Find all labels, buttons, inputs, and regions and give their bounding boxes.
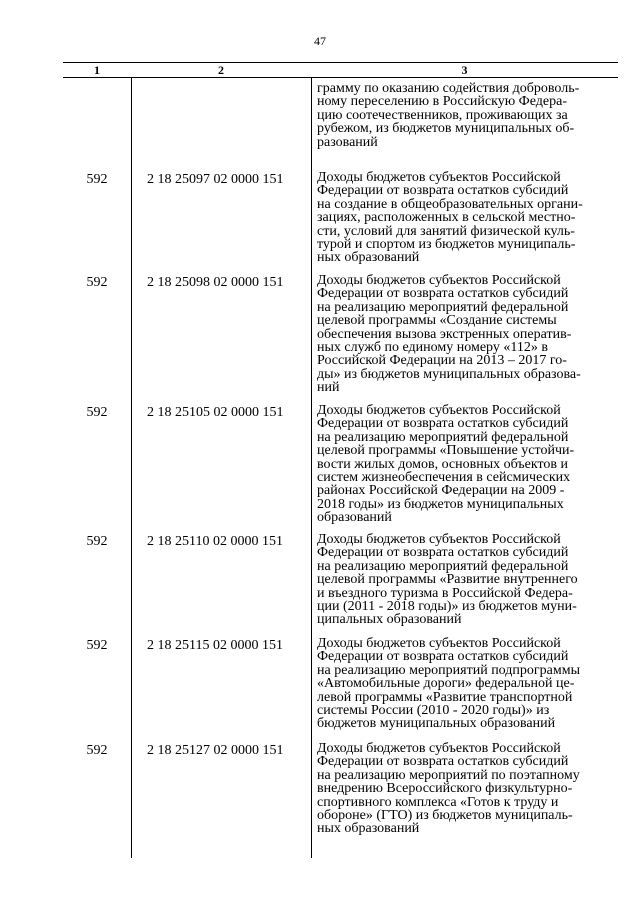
description-line: левой программы «Развитие транспортной — [317, 689, 573, 705]
description-line: зациях, расположенных в сельской местно- — [317, 210, 576, 226]
table-row — [63, 171, 618, 265]
page-number: 47 — [314, 34, 326, 48]
description-line: ции (2011 - 2018 годы)» из бюджетов муни- — [317, 599, 577, 615]
description-line: Федерации от возврата остатков субсидий — [317, 649, 569, 665]
cell-code-a: 592 — [86, 638, 108, 653]
description-line: ному переселению в Российскую Федера- — [317, 94, 567, 110]
description-line: образований — [317, 510, 392, 526]
table-row — [63, 637, 618, 731]
description-line: систем жизнеобеспечения в сейсмических — [317, 470, 571, 486]
description-line: целевой программы «Повышение устойчи- — [317, 443, 575, 459]
description-line: на реализацию мероприятий подпрограммы — [317, 662, 580, 678]
description-line: Доходы бюджетов субъектов Российской — [317, 741, 561, 756]
cell-code-a: 592 — [86, 405, 108, 420]
description-line: внедрению Всероссийского физкультурно- — [317, 781, 573, 797]
description-line: районах Российской Федерации на 2009 - — [317, 483, 565, 499]
cell-description — [311, 171, 618, 265]
revenue-codes-table — [63, 62, 618, 837]
description-line: на создание в общеобразовательных органи- — [317, 196, 583, 212]
description-line: Российской Федерации на 2013 – 2017 го- — [317, 353, 567, 369]
description-line: бюджетов муниципальных образований — [317, 716, 556, 732]
description-line: Доходы бюджетов субъектов Российской — [317, 273, 561, 288]
cell-code-b: 2 18 25115 02 0000 151 — [147, 638, 283, 653]
cell-code-b: 2 18 25110 02 0000 151 — [147, 534, 283, 549]
description-line: турой и спортом из бюджетов муниципаль- — [317, 237, 576, 253]
header-col-1: 1 — [94, 63, 100, 77]
description-line: обороне» (ГТО) из бюджетов муниципаль- — [317, 808, 573, 824]
cell-code-a: 592 — [86, 275, 108, 290]
cell-description — [311, 637, 618, 731]
description-line: на реализацию мероприятий федеральной — [317, 299, 569, 315]
description-line: на реализацию мероприятий федеральной — [317, 558, 569, 574]
description-line: Федерации от возврата остатков субсидий — [317, 183, 569, 199]
description-line: на реализацию мероприятий федеральной — [317, 429, 569, 445]
cell-code-a: 592 — [86, 743, 108, 758]
cell-code-b: 2 18 25097 02 0000 151 — [147, 172, 284, 187]
table-row — [63, 404, 618, 525]
table-row — [63, 533, 618, 627]
description-line: Федерации от возврата остатков субсидий — [317, 286, 569, 302]
description-line: ципальных образований — [317, 612, 462, 628]
cell-description — [311, 742, 618, 836]
description-line: «Автомобильные дороги» федеральной це- — [317, 676, 575, 692]
description-line: Федерации от возврата остатков субсидий — [317, 545, 569, 561]
description-line: спортивного комплекса «Готов к труду и — [317, 794, 559, 810]
description-line: обеспечения вызова экстренных оператив- — [317, 326, 572, 342]
cell-description — [311, 274, 618, 395]
header-col-3: 3 — [461, 63, 468, 77]
description-line: ных образований — [317, 250, 420, 266]
description-line: целевой программы «Создание системы — [317, 313, 557, 329]
cell-code-a — [63, 82, 131, 149]
description-line: сти, условий для занятий физической куль- — [317, 223, 575, 239]
header-col-2: 2 — [218, 63, 224, 77]
cell-code-b: 2 18 25127 02 0000 151 — [147, 743, 284, 758]
cell-code-b: 2 18 25105 02 0000 151 — [147, 405, 284, 420]
description-line: Доходы бюджетов субъектов Российской — [317, 403, 561, 418]
description-line: цию соотечественников, проживающих за — [317, 107, 568, 123]
description-line: 2018 годы» из бюджетов муниципальных — [317, 496, 564, 512]
cell-description — [311, 533, 618, 627]
table-row — [63, 742, 618, 836]
cell-code-b — [131, 82, 311, 149]
description-line: ных образований — [317, 821, 420, 837]
table-row — [63, 274, 618, 395]
cell-code-a: 592 — [86, 534, 108, 549]
cell-code-b: 2 18 25098 02 0000 151 — [147, 275, 284, 290]
description-line: ды» из бюджетов муниципальных образова- — [317, 366, 581, 382]
description-line: грамму по оказанию содействия доброволь- — [317, 81, 580, 96]
cell-description — [311, 82, 618, 149]
table-row — [63, 82, 618, 149]
description-line: ний — [317, 380, 340, 396]
description-line: Доходы бюджетов субъектов Российской — [317, 636, 561, 651]
description-line: системы России (2010 - 2020 годы)» из — [317, 703, 550, 719]
table-header — [63, 62, 618, 78]
description-line: Федерации от возврата остатков субсидий — [317, 416, 569, 432]
description-line: целевой программы «Развитие внутреннего — [317, 572, 578, 588]
cell-description — [311, 404, 618, 525]
description-line: Доходы бюджетов субъектов Российской — [317, 532, 561, 547]
description-line: и въездного туризма в Российской Федера- — [317, 585, 573, 601]
description-line: на реализацию мероприятий по поэтапному — [317, 767, 580, 783]
description-line: ных служб по единому номеру «112» в — [317, 340, 548, 356]
description-line: Федерации от возврата остатков субсидий — [317, 754, 569, 770]
description-line: Доходы бюджетов субъектов Российской — [317, 170, 561, 185]
description-line: разований — [317, 134, 378, 150]
description-line: вости жилых домов, основных объектов и — [317, 456, 569, 472]
description-line: рубежом, из бюджетов муниципальных об- — [317, 121, 575, 137]
cell-code-a: 592 — [86, 172, 108, 187]
